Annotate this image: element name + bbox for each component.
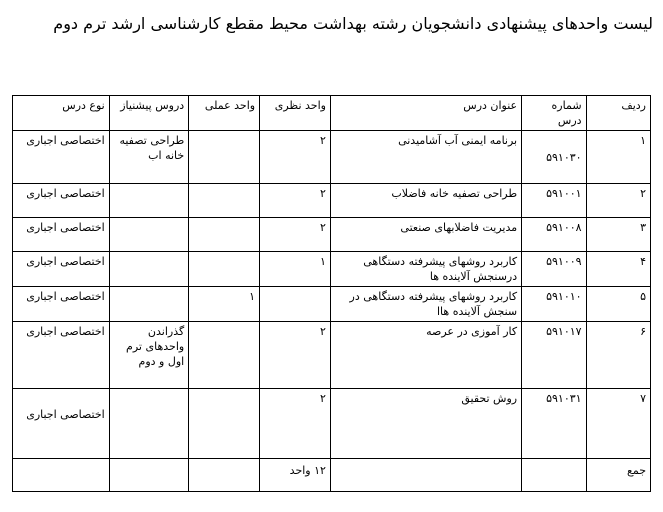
- cell-course-code: ۵۹۱۰۱۷: [522, 322, 586, 389]
- cell-course-code: ۵۹۱۰۳۱: [522, 389, 586, 459]
- header-theory-units: واحد نظری: [260, 96, 331, 131]
- table-row: [13, 184, 651, 218]
- table-row: [13, 389, 651, 459]
- cell-course-title: کاربرد روشهای پیشرفته دستگاهی درسنجش آلاینده ها: [330, 252, 521, 287]
- total-empty-cell: [330, 459, 521, 492]
- total-empty-cell: [13, 459, 110, 492]
- cell-prerequisites: [109, 184, 188, 218]
- cell-course-type: اختصاصی اجباری: [13, 184, 110, 218]
- cell-row-no: ۶: [586, 322, 650, 389]
- table-row: [13, 287, 651, 322]
- cell-prerequisites: طراحی تصفیه خانه اب: [109, 131, 188, 184]
- cell-course-type: اختصاصی اجباری: [13, 287, 110, 322]
- table-header-row: [13, 96, 651, 131]
- cell-course-title: کار آموزی در عرصه: [330, 322, 521, 389]
- cell-course-code: ۵۹۱۰۰۱: [522, 184, 586, 218]
- cell-prerequisites: [109, 218, 188, 252]
- cell-course-code: ۵۹۱۰۰۸: [522, 218, 586, 252]
- total-label: جمع: [586, 459, 650, 492]
- cell-course-code: ۵۹۱۰۱۰: [522, 287, 586, 322]
- total-empty-cell: [109, 459, 188, 492]
- cell-practical-units: [189, 218, 260, 252]
- cell-practical-units: [189, 131, 260, 184]
- cell-course-code: ۵۹۱۰۰۹: [522, 252, 586, 287]
- cell-course-title: طراحی تصفیه خانه فاضلاب: [330, 184, 521, 218]
- cell-practical-units: [189, 184, 260, 218]
- header-course-type: نوع درس: [13, 96, 110, 131]
- cell-theory-units: ۲: [260, 389, 331, 459]
- cell-row-no: ۵: [586, 287, 650, 322]
- cell-theory-units: [260, 287, 331, 322]
- total-empty-cell: [189, 459, 260, 492]
- cell-theory-units: ۲: [260, 184, 331, 218]
- cell-theory-units: ۱: [260, 252, 331, 287]
- cell-practical-units: [189, 322, 260, 389]
- cell-prerequisites: [109, 287, 188, 322]
- cell-course-title: برنامه ایمنی آب آشامیدنی: [330, 131, 521, 184]
- cell-course-title: روش تحقیق: [330, 389, 521, 459]
- cell-row-no: ۳: [586, 218, 650, 252]
- course-table: [12, 95, 651, 492]
- cell-prerequisites: [109, 389, 188, 459]
- header-row-no: ردیف: [586, 96, 650, 131]
- header-course-title: عنوان درس: [330, 96, 521, 131]
- cell-practical-units: ۱: [189, 287, 260, 322]
- cell-course-type: اختصاصی اجباری: [13, 218, 110, 252]
- document-title: لیست واحدهای پیشنهادی دانشجویان رشته بهداشت محیط مقطع کارشناسی ارشد ترم دوم: [53, 14, 653, 33]
- table-row: [13, 252, 651, 287]
- cell-prerequisites: گذراندن واحدهای ترم اول و دوم: [109, 322, 188, 389]
- cell-practical-units: [189, 252, 260, 287]
- cell-course-code: ۵۹۱۰۳۰: [522, 131, 586, 184]
- total-row: [13, 459, 651, 492]
- table-row: [13, 322, 651, 389]
- table-row: [13, 218, 651, 252]
- cell-theory-units: ۲: [260, 218, 331, 252]
- cell-prerequisites: [109, 252, 188, 287]
- header-practical-units: واحد عملی: [189, 96, 260, 131]
- cell-practical-units: [189, 389, 260, 459]
- cell-theory-units: ۲: [260, 131, 331, 184]
- cell-row-no: ۱: [586, 131, 650, 184]
- cell-course-title: کاربرد روشهای پیشرفته دستگاهی در سنجش آلاینده هاا: [330, 287, 521, 322]
- header-course-code: شماره درس: [522, 96, 586, 131]
- cell-theory-units: ۲: [260, 322, 331, 389]
- total-empty-cell: [522, 459, 586, 492]
- table-row: [13, 131, 651, 184]
- cell-course-type: اختصاصی اجباری: [13, 322, 110, 389]
- total-units: ۱۲ واحد: [260, 459, 331, 492]
- header-prerequisites: دروس پیشنیاز: [109, 96, 188, 131]
- cell-row-no: ۷: [586, 389, 650, 459]
- cell-row-no: ۴: [586, 252, 650, 287]
- cell-course-title: مدیریت فاضلابهای صنعتی: [330, 218, 521, 252]
- cell-course-type: اختصاصی اجباری: [13, 252, 110, 287]
- cell-course-type: اختصاصی اجباری: [13, 389, 110, 459]
- cell-row-no: ۲: [586, 184, 650, 218]
- cell-course-type: اختصاصی اجباری: [13, 131, 110, 184]
